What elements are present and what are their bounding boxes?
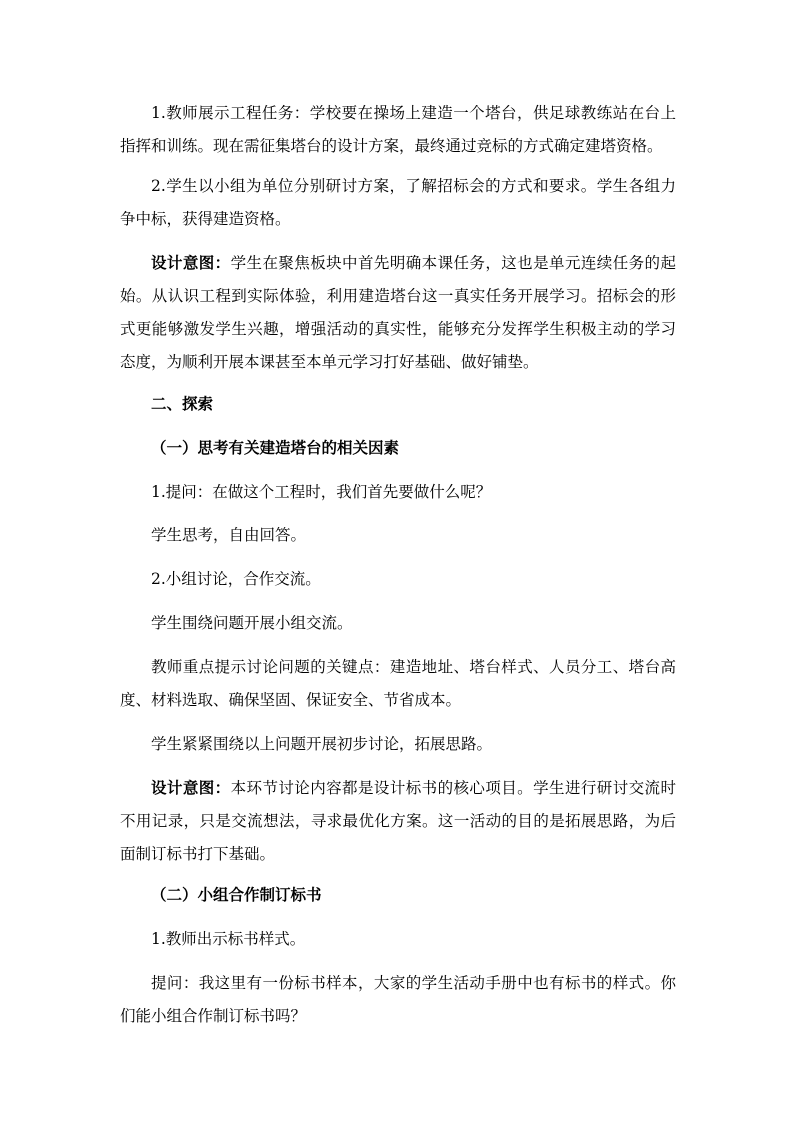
design-intent-label: 设计意图： (151, 253, 231, 272)
paragraph-question-template: 提问：我这里有一份标书样本，大家的学生活动手册中也有标书的样式。你们能小组合作制订标书吗？ (120, 974, 676, 1025)
paragraph-design-intent-2 (120, 771, 676, 871)
paragraph-student-think: 学生思考，自由回答。 (151, 526, 307, 544)
paragraph-group-research: 2.学生以小组为单位分别研讨方案，了解招标会的方式和要求。学生各组力争中标，获得建造资格。 (120, 177, 676, 228)
paragraph-show-template: 1.教师出示标书样式。 (151, 930, 306, 948)
paragraph-key-points: 教师重点提示讨论问题的关键点：建造地址、塔台样式、人员分工、塔台高度、材料选取、确保坚固、保证安全、节省成本。 (120, 658, 676, 709)
paragraph-group-discussion: 2.小组讨论，合作交流。 (151, 570, 321, 588)
paragraph-question: 1.提问：在做这个工程时，我们首先要做什么呢？ (151, 483, 492, 501)
paragraph-design-intent-1 (120, 246, 676, 379)
section-heading-explore: 二、探索 (151, 394, 214, 413)
subsection-heading-factors: （一）思考有关建造塔台的相关因素 (151, 438, 400, 457)
paragraph-task-intro: 1.教师展示工程任务：学校要在操场上建造一个塔台，供足球教练站在台上指挥和训练。现在需征集塔台的设计方案，最终通过竞标的方式确定建塔资格。 (120, 104, 676, 155)
subsection-heading-bid: （二）小组合作制订标书 (151, 885, 322, 904)
paragraph-student-discuss: 学生紧紧围绕以上问题开展初步讨论，拓展思路。 (151, 735, 493, 753)
design-intent-label: 设计意图： (151, 778, 231, 797)
design-intent-text: 本环节讨论内容都是设计标书的核心项目。学生进行研讨交流时不用记录，只是交流想法，寻求最优化方案。这一活动的目的是拓展思路，为后面制订标书打下基础。 (120, 779, 676, 863)
design-intent-text: 学生在聚焦板块中首先明确本课任务，这也是单元连续任务的起始。从认识工程到实际体验，利用建造塔台这一真实任务开展学习。招标会的形式更能够激发学生兴趣，增强活动的真实性，能够充分发挥学生积极主动的学习态度，为顺利开展本课甚至本单元学习打好基础、做好铺垫。 (120, 254, 676, 371)
paragraph-student-exchange: 学生围绕问题开展小组交流。 (151, 614, 353, 632)
